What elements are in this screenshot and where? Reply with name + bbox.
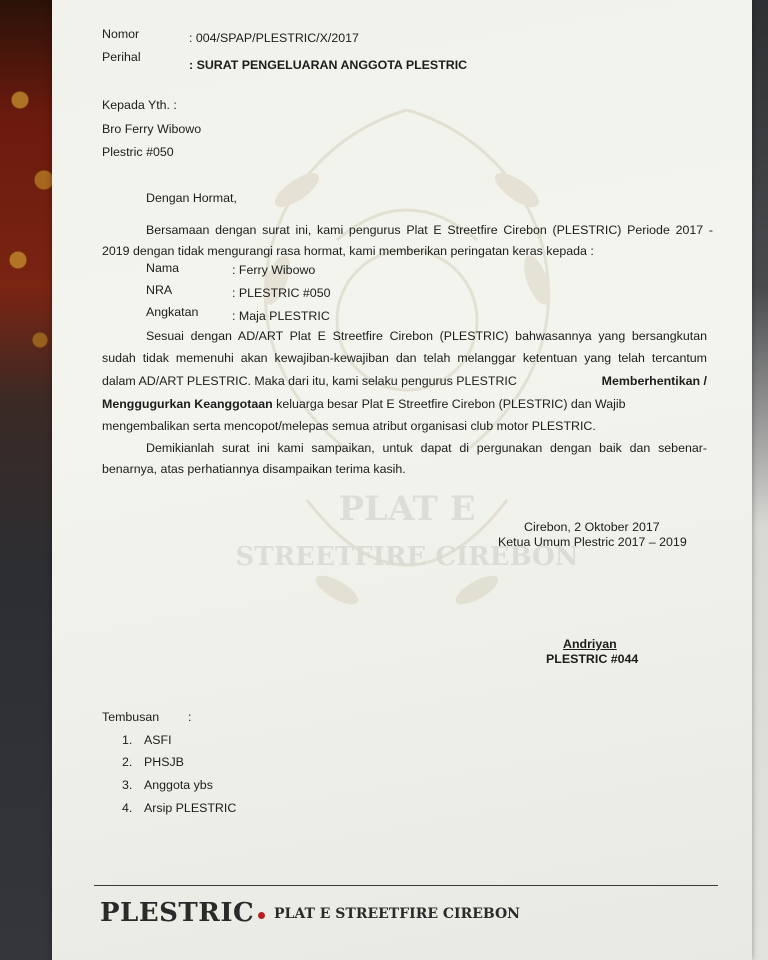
footer-bullet-icon: [258, 912, 265, 919]
cc-colon: :: [188, 710, 192, 724]
fabric-pattern: [0, 60, 60, 380]
emphasis-memberhentikan: Memberhentikan /: [601, 374, 707, 388]
nomor-label: Nomor: [102, 27, 140, 41]
paragraph-2-line-3-text: dalam AD/ART PLESTRIC. Maka dari itu, kami selaku pengurus PLESTRIC: [102, 374, 517, 388]
background-left: [0, 0, 60, 960]
paragraph-3-line-1: Demikianlah surat ini kami sampaikan, untuk dapat di pergunakan dengan baik dan sebenar-: [146, 441, 707, 455]
nomor-value: : 004/SPAP/PLESTRIC/X/2017: [189, 31, 359, 45]
signer-nra: PLESTRIC #044: [546, 652, 639, 666]
cc-item-2-num: 2.: [122, 755, 133, 769]
field-angkatan-label: Angkatan: [146, 305, 199, 319]
recipient-name: Bro Ferry Wibowo: [102, 122, 202, 136]
field-angkatan-value: : Maja PLESTRIC: [232, 309, 330, 323]
field-nama-label: Nama: [146, 261, 180, 275]
paragraph-3-line-2: benarnya, atas perhatiannya disampaikan terima kasih.: [102, 462, 406, 476]
watermark-arc-text: STREETFIRE CIREBON: [235, 542, 579, 572]
paragraph-2-line-1: Sesuai dengan AD/ART Plat E Streetfire Cirebon (PLESTRIC) bahwasannya yang bersangkutan: [146, 329, 707, 343]
paragraph-1-line-2: 2019 dengan tidak mengurangi rasa hormat, kami memberikan peringatan keras kepada :: [102, 244, 594, 258]
cc-label: Tembusan: [102, 710, 160, 724]
place-date: Cirebon, 2 Oktober 2017: [524, 520, 660, 534]
paragraph-1-line-1: Bersamaan dengan surat ini, kami pengurus Plat E Streetfire Cirebon (PLESTRIC) Periode 2017 -: [146, 223, 713, 237]
recipient-line-1: Kepada Yth. :: [102, 98, 177, 112]
paragraph-2-line-4: [102, 397, 626, 411]
signer-name: Andriyan: [563, 637, 617, 651]
paragraph-2-line-3: [102, 374, 707, 388]
emphasis-keanggotaan: Menggugurkan Keanggotaan: [102, 397, 273, 411]
paragraph-2-line-4-text: keluarga besar Plat E Streetfire Cirebon (PLESTRIC) dan Wajib: [272, 397, 626, 411]
paragraph-2-line-2: sudah tidak memenuhi akan kewajiban-kewajiban dan telah melanggar ketentuan yang telah tercantum: [102, 351, 707, 365]
cc-item-3-num: 3.: [122, 778, 133, 792]
cc-item-4-num: 4.: [122, 801, 133, 815]
recipient-nra: Plestric #050: [102, 145, 174, 159]
cc-item-4: Arsip PLESTRIC: [144, 801, 237, 815]
cc-item-1-num: 1.: [122, 733, 133, 747]
perihal-value: : SURAT PENGELUARAN ANGGOTA PLESTRIC: [189, 58, 468, 72]
footer-tagline: PLAT E STREETFIRE CIREBON: [274, 906, 520, 922]
cc-item-2: PHSJB: [144, 755, 184, 769]
field-nra-label: NRA: [146, 283, 173, 297]
paragraph-2-line-5: mengembalikan serta mencopot/melepas semua atribut organisasi club motor PLESTRIC.: [102, 419, 596, 433]
field-nama-value: : Ferry Wibowo: [232, 263, 316, 277]
field-nra-value: : PLESTRIC #050: [232, 286, 331, 300]
footer-brand: PLESTRIC: [100, 898, 255, 928]
cc-item-1: ASFI: [144, 733, 172, 747]
footer-divider: [94, 885, 718, 886]
watermark-top-text: PLAT E: [338, 489, 476, 529]
letter-page: [52, 0, 752, 960]
perihal-label: Perihal: [102, 50, 141, 64]
cc-item-3: Anggota ybs: [144, 778, 213, 792]
signer-position: Ketua Umum Plestric 2017 – 2019: [498, 535, 687, 549]
greeting: Dengan Hormat,: [146, 191, 237, 205]
